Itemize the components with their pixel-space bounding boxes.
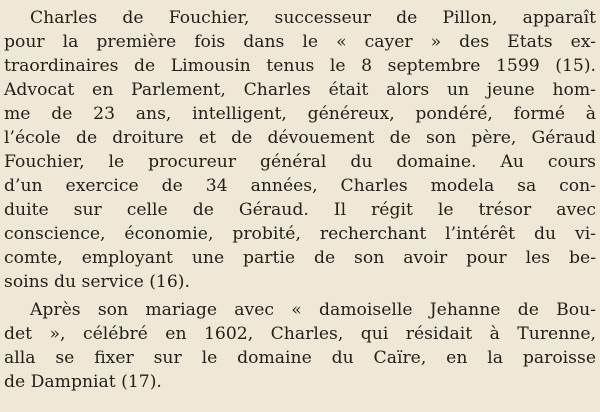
text-line: Après son mariage avec « damoiselle Jehanne de Bou- xyxy=(30,300,596,320)
text-line: pour la première fois dans le « cayer » des Etats ex- xyxy=(4,32,596,52)
text-line: conscience, économie, probité, recherchant l’intérêt du vi- xyxy=(4,224,596,244)
text-line: traordinaires de Limousin tenus le 8 septembre 1599 (15). xyxy=(4,56,596,76)
text-line: soins du service (16). xyxy=(4,272,190,292)
text-line: det », célébré en 1602, Charles, qui résidait à Turenne, xyxy=(4,324,596,344)
text-line: me de 23 ans, intelligent, généreux, pondéré, formé à xyxy=(4,104,596,124)
text-line: Advocat en Parlement, Charles était alors un jeune hom- xyxy=(4,80,596,100)
text-line: comte, employant une partie de son avoir pour les be- xyxy=(4,248,596,268)
text-line: Charles de Fouchier, successeur de Pillon, apparaît xyxy=(30,8,596,28)
text-line: duite sur celle de Géraud. Il régit le trésor avec xyxy=(4,200,596,220)
text-line: alla se fixer sur le domaine du Caïre, en la paroisse xyxy=(4,348,596,368)
text-line: l’école de droiture et de dévouement de son père, Géraud xyxy=(4,128,596,148)
text-line: Fouchier, le procureur général du domaine. Au cours xyxy=(4,152,596,172)
text-line: d’un exercice de 34 années, Charles modela sa con- xyxy=(4,176,596,196)
text-line: de Dampniat (17). xyxy=(4,372,162,392)
